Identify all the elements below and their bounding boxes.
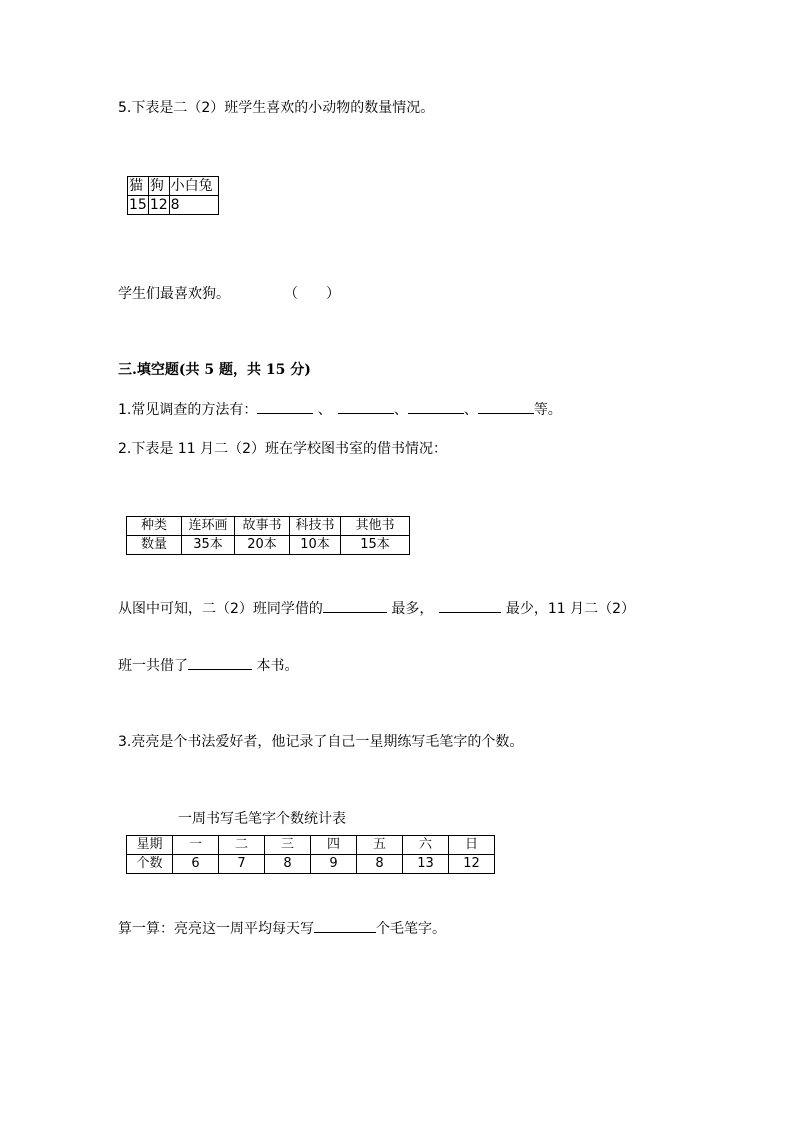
separator: 、 — [393, 402, 408, 418]
answer-blank[interactable] — [314, 918, 376, 933]
table-cell: 7 — [219, 855, 265, 874]
writing-table — [126, 835, 495, 874]
table-cell: 连环画 — [182, 517, 235, 536]
table-row — [127, 517, 410, 536]
text-segment: 算一算：亮亮这一周平均每天写 — [118, 921, 314, 937]
table-row — [128, 177, 219, 196]
text-segment: 最多， — [386, 601, 434, 617]
answer-blank[interactable] — [188, 655, 252, 670]
table-title: 一周书写毛笔字个数统计表 — [178, 811, 346, 827]
table-cell: 猫 — [128, 177, 149, 196]
fill-3-question — [118, 918, 446, 939]
table-cell: 故事书 — [235, 517, 290, 536]
table-cell: 五 — [357, 836, 403, 855]
table-cell: 35本 — [182, 536, 235, 555]
book-table — [126, 516, 410, 555]
text-segment: 本书。 — [252, 658, 299, 674]
table-cell: 个数 — [127, 855, 173, 874]
table-cell: 其他书 — [341, 517, 410, 536]
table-row — [127, 855, 495, 874]
separator: 、 — [313, 402, 332, 418]
table-cell: 四 — [311, 836, 357, 855]
fill-1-prefix: 1.常见调查的方法有： — [118, 402, 258, 418]
answer-blank[interactable] — [478, 399, 534, 414]
table-cell: 三 — [265, 836, 311, 855]
q5-text: 5.下表是二（2）班学生喜欢的小动物的数量情况。 — [118, 100, 435, 116]
table-cell: 20本 — [235, 536, 290, 555]
answer-blank[interactable] — [323, 598, 387, 613]
text-segment: 个毛笔字。 — [376, 921, 446, 937]
animal-table — [127, 176, 219, 215]
text-segment: 班一共借了 — [118, 658, 188, 674]
table-cell: 10本 — [290, 536, 341, 555]
answer-blank[interactable] — [338, 399, 394, 414]
table-cell: 8 — [357, 855, 403, 874]
text-segment: 从图中可知，二（2）班同学借的 — [118, 601, 323, 617]
section-heading: 三.填空题(共 5 题，共 15 分) — [118, 362, 311, 378]
table-cell: 六 — [403, 836, 449, 855]
table-cell: 15本 — [341, 536, 410, 555]
fill-3-text: 3.亮亮是个书法爱好者，他记录了自己一星期练写毛笔字的个数。 — [118, 734, 524, 750]
table-cell: 12 — [149, 197, 168, 213]
table-cell: 数量 — [127, 536, 182, 555]
fill-2-line-2 — [118, 655, 298, 676]
table-cell: 二 — [219, 836, 265, 855]
q5-statement: 学生们最喜欢狗。 — [118, 286, 230, 302]
table-cell: 日 — [449, 836, 495, 855]
table-cell: 小白兔 — [169, 177, 218, 196]
answer-paren[interactable]: （ ） — [284, 286, 340, 302]
answer-blank[interactable] — [408, 399, 464, 414]
fill-2-text: 2.下表是 11 月二（2）班在学校图书室的借书情况： — [118, 441, 447, 457]
table-cell: 8 — [265, 855, 311, 874]
answer-blank[interactable] — [439, 598, 501, 613]
table-cell: 星期 — [127, 836, 173, 855]
table-cell: 种类 — [127, 517, 182, 536]
table-row — [127, 536, 410, 555]
table-cell: 科技书 — [290, 517, 341, 536]
fill-1 — [118, 399, 562, 420]
fill-2-line-1 — [118, 598, 635, 619]
table-row — [128, 196, 219, 215]
table-cell: 一 — [173, 836, 219, 855]
table-cell: 6 — [173, 855, 219, 874]
answer-blank[interactable] — [257, 399, 313, 414]
separator: 、 — [463, 402, 478, 418]
fill-1-suffix: 等。 — [533, 402, 562, 418]
table-cell: 8 — [169, 196, 218, 215]
table-cell: 狗 — [148, 177, 169, 196]
table-row — [127, 836, 495, 855]
table-cell: 12 — [449, 855, 495, 874]
table-cell: 13 — [403, 855, 449, 874]
table-cell: 15 — [129, 197, 147, 213]
text-segment: 最少，11 月二（2） — [501, 601, 635, 617]
table-cell: 9 — [311, 855, 357, 874]
